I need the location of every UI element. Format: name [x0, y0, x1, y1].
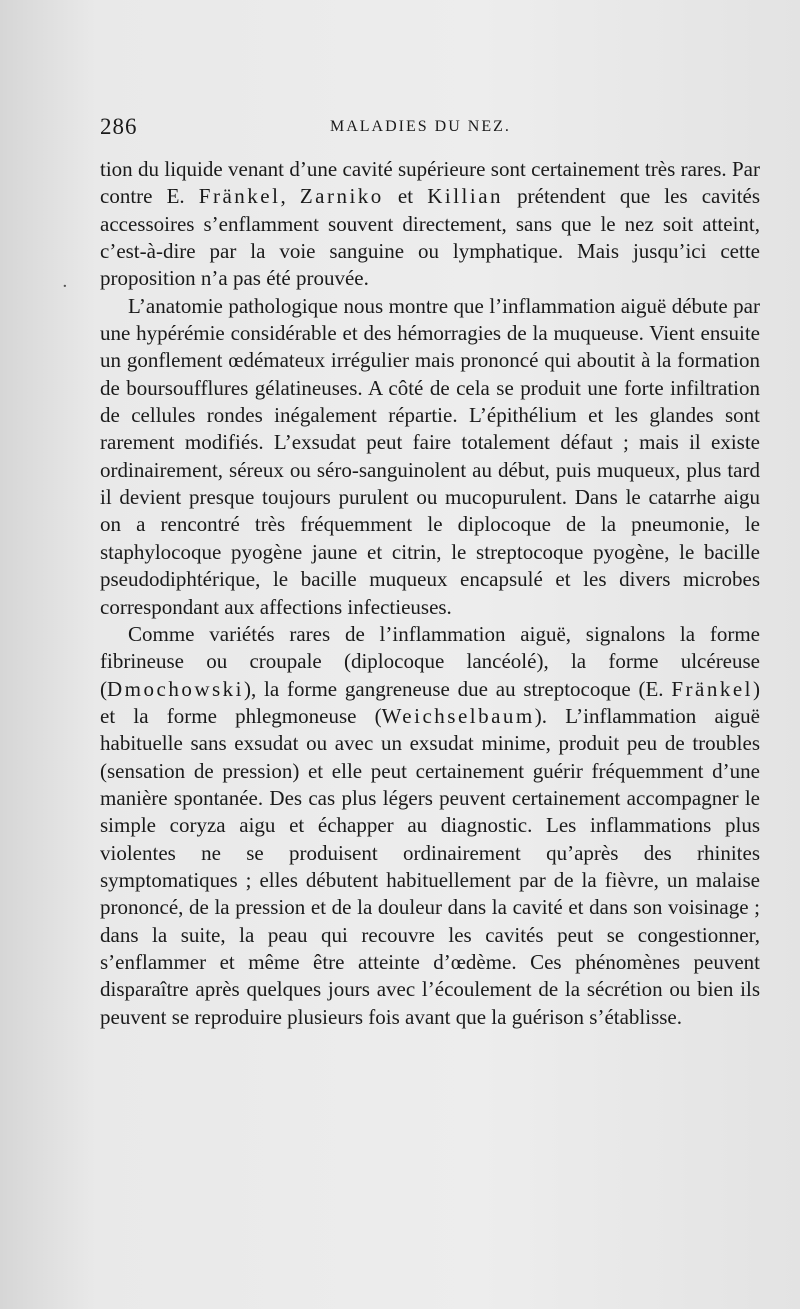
text-segment: L’anatomie pathologique nous montre que l’inflammation aiguë débute par une hypérémie considérable et des hémorragies de la muqueuse. Vient ensuite un gonflement œdémateux irrégulier mais prononcé qui aboutit à la formation de boursoufflures gélatineuses. A côté de cela se produit une forte infiltration de cellules rondes inégalement répartie. L’épithélium et les glandes sont rarement modifiés. L’exsudat peut faire totalement défaut ; mais il existe ordinairement, séreux ou séro-sanguinolent au début, puis muqueux, plus tard il devient presque toujours purulent ou mucopurulent. Dans le catarrhe aigu on a rencontré très fréquemment le diplocoque de la pneumonie, le staphylocoque pyogène jaune et citrin, le streptocoque pyogène, le bacille pseudodiphtérique, le bacille muqueux encapsulé et les divers microbes correspondant aux affections infectieuses.: [100, 293, 760, 619]
author-name: Weichselbaum: [381, 703, 535, 728]
paragraph-anatomie-pathologique: [100, 293, 760, 621]
body-text: [100, 156, 760, 1031]
margin-mark: ·: [62, 276, 68, 297]
text-segment: tion du liquide venant d’une cavité supérieure sont certainement très rares. Par contre E.: [100, 157, 760, 209]
text-segment: Comme variétés rares de l’inflammation aiguë, signalons la forme fibrineuse ou croupale (diplocoque lancéolé), la forme ulcéreuse (: [100, 621, 760, 701]
paragraph-varietes-rares: [100, 621, 760, 1031]
page-header: [100, 114, 760, 144]
author-name: Killian: [427, 184, 504, 209]
page-number: 286: [100, 114, 138, 139]
paragraph-continuation: [100, 156, 760, 293]
text-segment: et: [383, 184, 428, 209]
text-segment: prétendent que les cavités accessoires s’enflamment souvent directement, sans que le nez soit atteint, c’est-à-dire par la voie sanguine ou lymphatique. Mais jusqu’ici cette proposition n’a pas été prouvée.: [100, 184, 761, 291]
text-segment: ). L’inflammation aiguë habituelle sans exsudat ou avec un exsudat minime, produit peu de troubles (sensation de pression) et elle peut certainement guérir fréquemment d’une manière spontanée. Des cas plus légers peuvent certainement accompagner le simple coryza aigu et échapper au diagnostic. Les inflammations plus violentes ne se produisent ordinairement qu’après des rhinites symptomatiques ; elles débutent habituellement par de la fièvre, un malaise prononcé, de la pression et de la douleur dans la cavité et dans son voisinage ; dans la suite, la peau qui recouvre les cavités peut se congestionner, s’enflammer et même être atteinte d’œdème. Ces phénomènes peuvent disparaître après quelques jours avec l’écoulement de la sécrétion ou bien ils peuvent se reproduire plusieurs fois avant que la guérison s’établisse.: [100, 703, 760, 1029]
author-name: Dmochowski: [107, 676, 244, 701]
text-segment: ,: [280, 184, 300, 209]
text-segment: ), la forme gangreneuse due au streptocoque (E.: [244, 676, 672, 701]
text-segment: ) et la forme phlegmoneuse (: [100, 676, 760, 728]
running-head: MALADIES DU NEZ.: [330, 118, 511, 135]
author-name: Fränkel: [198, 184, 281, 209]
author-name: Zarniko: [299, 184, 384, 209]
author-name: Fränkel: [671, 676, 753, 701]
